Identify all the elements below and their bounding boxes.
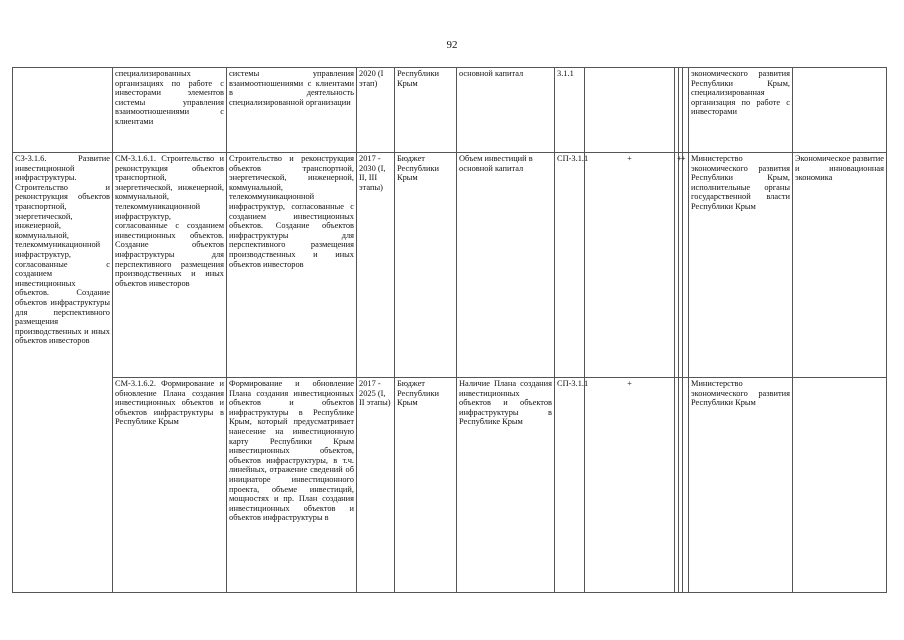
measure-cell: СМ-3.1.6.1. Строительство и реконструкция объектов транспортной, энергетической, инженерной, коммунальной, телекоммуникационной инфраструктур, согласованные с созданием инвестиционных объектов. Создание объектов инфраструктуры для перспективного размещения производственных и иных объектов инвесторов <box>113 153 227 378</box>
mark3-cell: + <box>679 153 683 378</box>
period-cell: 2017 - 2025 (I, II этапы) <box>357 378 395 593</box>
mark-cell: + <box>585 153 675 378</box>
direction-cell <box>793 378 887 593</box>
link-cell: СП-3.1.1 <box>555 378 585 593</box>
measure-cell: СМ-3.1.6.2. Формирование и обновление Плана создания инвестиционных объектов и объектов инфраструктуры в Республике Крым <box>113 378 227 593</box>
executor-cell: экономического развития Республики Крым, специализированная организация по работе с инвесторами <box>689 68 793 153</box>
indicator-cell: основной капитал <box>457 68 555 153</box>
measure-cell: специализированных организациях по работе с инвесторами элементов системы управления взаимоотношениями с клиентами <box>113 68 227 153</box>
direction-cell: Экономическое развитие и инновационная экономика <box>793 153 887 378</box>
table-row <box>13 153 887 378</box>
measures-table <box>12 67 887 593</box>
mark-cell <box>585 68 675 153</box>
table-row <box>13 68 887 153</box>
indicator-cell: Объем инвестиций в основной капитал <box>457 153 555 378</box>
content-cell: Формирование и обновление Плана создания инвестиционных объектов и объектов инфраструктуры в Республике Крым, который предусматривает нанесение на инвестиционную карту Республики Крым инвестиционных объектов, объектов инфраструктуры, в т.ч. линейных, отражение сведений об инициаторе инвестиционного проекта, объеме инвестиций, мощностях и пр. План создания инвестиционных объектов и объектов инфраструктуры в <box>227 378 357 593</box>
executor-cell: Министерство экономического развития Республики Крым, исполнительные органы государственной власти Республики Крым <box>689 153 793 378</box>
period-cell: 2020 (I этап) <box>357 68 395 153</box>
direction-cell <box>793 68 887 153</box>
source-cell: Бюджет Республики Крым <box>395 378 457 593</box>
task-cell: СЗ-3.1.6. Развитие инвестиционной инфраструктуры. Строительство и реконструкция объектов транспортной, энергетической, инженерной, коммунальной, телекоммуникационной инфраструктур, согласованные с созданием инвестиционных объектов. Создание объектов инфраструктуры для перспективного размещения производственных и иных объектов инвесторов <box>13 153 113 593</box>
period-cell: 2017 - 2030 (I, II, III этапы) <box>357 153 395 378</box>
page-number: 92 <box>446 39 458 51</box>
source-cell: Республики Крым <box>395 68 457 153</box>
indicator-cell: Наличие Плана создания инвестиционных объектов и объектов инфраструктуры в Республике Крым <box>457 378 555 593</box>
content-cell: Строительство и реконструкция объектов транспортной, энергетической, инженерной, коммунальной, телекоммуникационной инфраструктур, согласованные с созданием инвестиционных объектов. Создание объектов инфраструктуры для перспективного размещения производственных и иных объектов инвесторов <box>227 153 357 378</box>
link-cell: 3.1.1 <box>555 68 585 153</box>
content-cell: системы управления взаимоотношениями с клиентами в деятельность специализированной организации <box>227 68 357 153</box>
mark2-cell: + <box>675 153 679 378</box>
link-cell: СП-3.1.1 <box>555 153 585 378</box>
source-cell: Бюджет Республики Крым <box>395 153 457 378</box>
task-cell <box>13 68 113 153</box>
mark-cell: + <box>585 378 675 593</box>
executor-cell: Министерство экономического развития Республики Крым <box>689 378 793 593</box>
table-row <box>13 378 887 593</box>
